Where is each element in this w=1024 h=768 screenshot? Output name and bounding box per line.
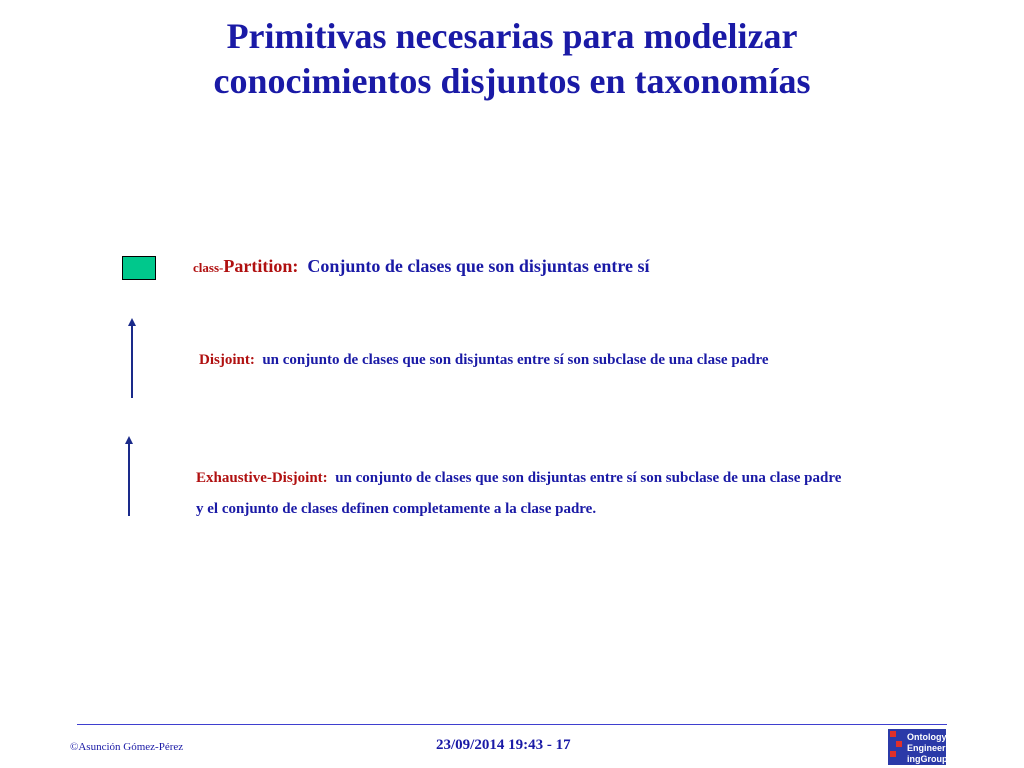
logo-line-3: ingGroup xyxy=(907,754,948,764)
arrow-up-icon xyxy=(124,316,140,400)
logo-line-2: Engineer xyxy=(907,743,946,753)
exhaustive-definition-line-2: y el conjunto de clases definen completamente a la clase padre. xyxy=(196,501,597,517)
partition-marker-box xyxy=(122,256,156,280)
footer-date-page: 23/09/2014 19:43 - 17 xyxy=(436,737,571,753)
arrow-up-icon xyxy=(121,434,137,518)
logo-line-1: Ontology xyxy=(907,732,947,742)
footer-copyright: ©Asunción Gómez-Pérez xyxy=(70,741,184,753)
ontology-engineering-group-logo xyxy=(886,727,948,767)
disjoint-row xyxy=(199,352,769,369)
exhaustive-definition-line-1: un conjunto de clases que son disjuntas entre sí son subclase de una clase padre xyxy=(335,470,842,486)
exhaustive-term: Exhaustive-Disjoint: xyxy=(196,470,328,486)
partition-term: Partition: xyxy=(223,256,299,276)
footer-divider xyxy=(77,724,947,725)
disjoint-definition: un conjunto de clases que son disjuntas entre sí son subclase de una clase padre xyxy=(262,352,769,368)
slide-title xyxy=(0,14,1024,104)
exhaustive-row-continuation xyxy=(196,501,596,518)
title-line-1: Primitivas necesarias para modelizar xyxy=(226,16,798,56)
exhaustive-row xyxy=(196,470,841,487)
title-line-2: conocimientos disjuntos en taxonomías xyxy=(213,61,811,101)
partition-definition: Conjunto de clases que son disjuntas entre sí xyxy=(307,256,650,276)
partition-row xyxy=(193,256,650,277)
disjoint-term: Disjoint: xyxy=(199,352,255,368)
partition-prefix: class- xyxy=(193,260,224,275)
